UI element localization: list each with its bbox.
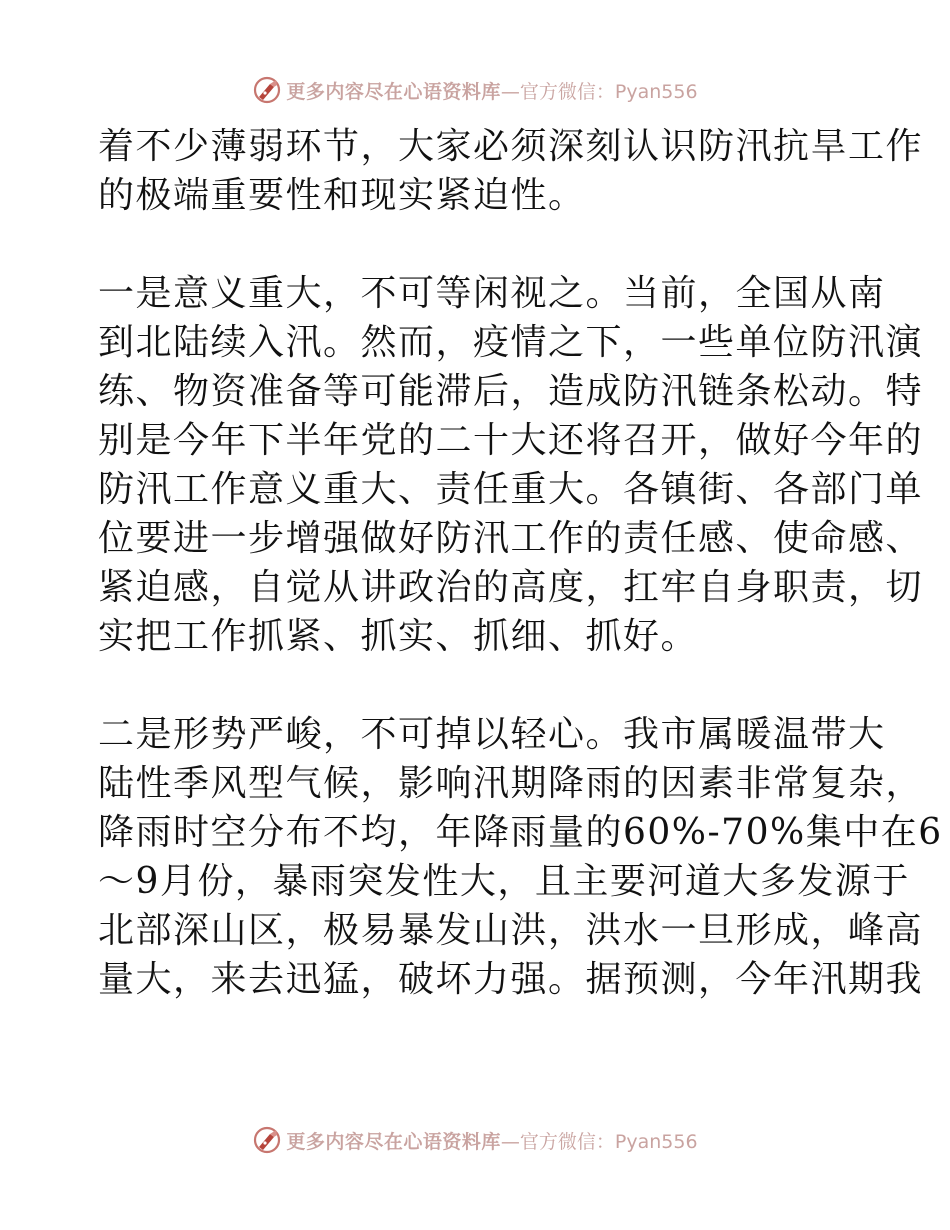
header-banner: [0, 70, 950, 110]
text-line: 紧迫感，自觉从讲政治的高度，扛牢自身职责，切: [98, 567, 924, 608]
banner-official-wechat: —官方微信：Pyan556: [500, 80, 698, 103]
text-line: 防汛工作意义重大、责任重大。各镇街、各部门单: [98, 469, 924, 510]
banner-brand-text: 更多内容尽在心语资料库: [286, 1130, 501, 1153]
text-line: 的极端重要性和现实紧迫性。: [98, 175, 586, 216]
paragraph-gap: [98, 220, 858, 269]
pen-nib-logo-icon: [252, 75, 282, 105]
banner-brand-text: 更多内容尽在心语资料库: [286, 80, 501, 103]
text-line: 着不少薄弱环节，大家必须深刻认识防汛抗旱工作: [98, 126, 924, 167]
text-line: 陆性季风型气候，影响汛期降雨的因素非常复杂，: [98, 763, 924, 804]
paragraph-gap: [98, 661, 858, 710]
document-body: [98, 122, 943, 1004]
banner-official-wechat: —官方微信：Pyan556: [500, 1130, 698, 1153]
pen-nib-logo-icon: [252, 1125, 282, 1155]
text-line: 北部深山区，极易暴发山洪，洪水一旦形成，峰高: [98, 910, 924, 951]
text-line: 别是今年下半年党的二十大还将召开，做好今年的: [98, 420, 924, 461]
text-line: 一是意义重大，不可等闲视之。当前，全国从南: [98, 273, 886, 314]
paragraph: [98, 269, 924, 661]
text-line: 到北陆续入汛。然而，疫情之下，一些单位防汛演: [98, 322, 924, 363]
footer-banner: [0, 1120, 950, 1160]
text-line: 二是形势严峻，不可掉以轻心。我市属暖温带大: [98, 714, 886, 755]
text-line: 练、物资准备等可能滞后，造成防汛链条松动。特: [98, 371, 924, 412]
paragraph: [98, 122, 924, 220]
text-line: ～9月份，暴雨突发性大，且主要河道大多发源于: [98, 861, 910, 902]
text-line: 实把工作抓紧、抓实、抓细、抓好。: [98, 616, 699, 657]
text-line: 位要进一步增强做好防汛工作的责任感、使命感、: [98, 518, 924, 559]
text-line: 量大，来去迅猛，破坏力强。据预测，今年汛期我: [98, 959, 924, 1000]
text-line: 降雨时空分布不均，年降雨量的60%-70%集中在6: [98, 812, 943, 853]
paragraph: [98, 710, 943, 1004]
